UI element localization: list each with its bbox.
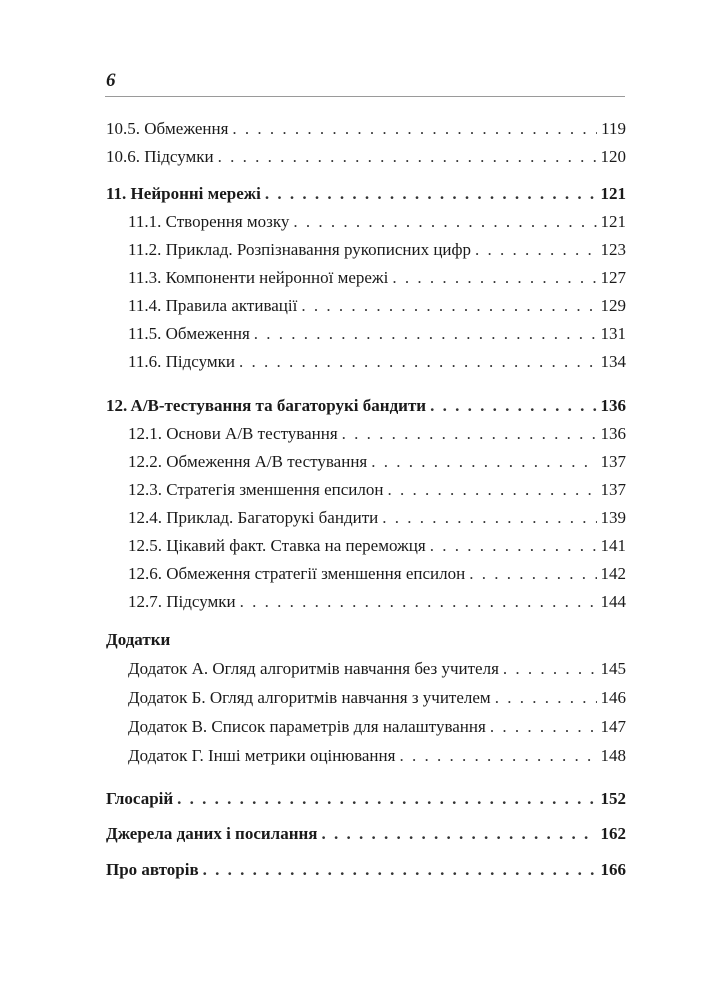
toc-entry-title: 11.1. Створення мозку [128,212,290,231]
toc-entry-page: 134 [600,352,626,371]
toc-entry-page: 139 [600,508,626,527]
toc-entry-page: 131 [600,324,626,343]
toc-entry-title: 12.1. Основи A/B тестування [128,424,338,443]
toc-entry[interactable] [106,145,626,169]
toc-entry-title: 12.3. Стратегія зменшення епсилон [128,480,384,499]
toc-entry[interactable] [128,266,626,290]
dot-leader [240,590,597,614]
toc-entry[interactable] [128,715,626,739]
toc-entry-title: 11.6. Підсумки [128,352,235,371]
toc-chapter-title: Про авторів [106,860,199,879]
toc-chapter-page: 166 [600,860,626,879]
toc-entry-page: 142 [600,564,626,583]
dot-leader [475,238,596,262]
toc-entry[interactable] [128,238,626,262]
dot-leader [293,210,596,234]
toc-entry-title: Додаток Г. Інші метрики оцінювання [128,746,396,765]
toc-entry-page: 147 [600,717,626,736]
toc-chapter-page: 152 [600,789,626,808]
dot-leader [469,562,596,586]
toc-chapter[interactable] [106,858,626,882]
page-number: 6 [106,70,116,91]
toc-entry[interactable] [128,478,626,502]
dot-leader [490,715,597,739]
dot-leader [388,478,597,502]
dot-leader [239,350,597,374]
toc-entry[interactable] [128,294,626,318]
toc-entry[interactable] [128,562,626,586]
toc-entry-page: 136 [600,424,626,443]
toc-entry-page: 129 [600,296,626,315]
toc-chapter-title: Глосарій [106,789,174,808]
toc-chapter[interactable] [106,182,626,206]
toc-entry-page: 145 [600,659,626,678]
toc-entry[interactable] [128,210,626,234]
toc-entry-title: 12.2. Обмеження A/B тестування [128,452,368,471]
toc-entry-title: Додаток А. Огляд алгоритмів навчання без учителя [128,659,499,678]
toc-entry[interactable] [128,422,626,446]
toc-entry-page: 146 [600,688,626,707]
toc-entry[interactable] [128,506,626,530]
toc-entry-title: 10.6. Підсумки [106,147,214,166]
toc-chapter[interactable] [106,394,626,418]
toc-entry-title: 11.5. Обмеження [128,324,250,343]
toc-chapter-title: Джерела даних і посилання [106,824,318,843]
toc-entry-page: 137 [600,452,626,471]
toc-entry[interactable] [128,450,626,474]
dot-leader [342,422,597,446]
toc-entry-title: 12.4. Приклад. Багаторукі бандити [128,508,379,527]
toc-entry-page: 121 [600,212,626,231]
toc-chapter-page: 162 [600,824,626,843]
toc-entry[interactable] [128,744,626,768]
toc-chapter-page: 121 [600,184,626,203]
dot-leader [203,858,597,882]
toc-entry-title: 12.7. Підсумки [128,592,236,611]
dot-leader [218,145,597,169]
dot-leader [382,506,596,530]
toc-entry-page: 119 [601,119,626,138]
toc-entry[interactable] [128,686,626,710]
toc-entry[interactable] [128,534,626,558]
toc-entry-title: 11.3. Компоненти нейронної мережі [128,268,389,287]
dot-leader [301,294,596,318]
dot-leader [430,394,596,418]
toc-entry-page: 123 [600,240,626,259]
dot-leader [399,744,596,768]
toc-entry-page: 148 [600,746,626,765]
toc-entry-title: 10.5. Обмеження [106,119,229,138]
toc-section-heading: Додатки [106,630,171,649]
dot-leader [503,657,597,681]
toc-entry-page: 137 [600,480,626,499]
toc-entry-title: 11.4. Правила активації [128,296,298,315]
toc-entry-title: Додаток В. Список параметрів для налаштування [128,717,486,736]
toc-entry[interactable] [106,117,626,141]
toc-entry[interactable] [128,350,626,374]
toc-entry[interactable] [128,657,626,681]
toc-entry[interactable] [128,590,626,614]
dot-leader [371,450,596,474]
toc-chapter-title: 12. A/B-тестування та багаторукі бандити [106,396,427,415]
toc-entry-title: Додаток Б. Огляд алгоритмів навчання з учителем [128,688,491,707]
toc-entry-page: 144 [600,592,626,611]
toc-chapter[interactable] [106,787,626,811]
toc-entry[interactable] [128,322,626,346]
toc-chapter-page: 136 [600,396,626,415]
toc-entry-page: 120 [600,147,626,166]
dot-leader [232,117,597,141]
dot-leader [322,822,597,846]
dot-leader [177,787,596,811]
dot-leader [392,266,596,290]
toc-entry-page: 127 [600,268,626,287]
dot-leader [254,322,597,346]
dot-leader [265,182,597,206]
toc-entry-title: 12.6. Обмеження стратегії зменшення епсилон [128,564,466,583]
dot-leader [430,534,597,558]
toc-entry-page: 141 [600,536,626,555]
toc-entry-title: 11.2. Приклад. Розпізнавання рукописних цифр [128,240,472,259]
toc-entry-title: 12.5. Цікавий факт. Ставка на переможця [128,536,426,555]
toc-chapter[interactable] [106,822,626,846]
dot-leader [495,686,597,710]
toc-chapter-title: 11. Нейронні мережі [106,184,261,203]
